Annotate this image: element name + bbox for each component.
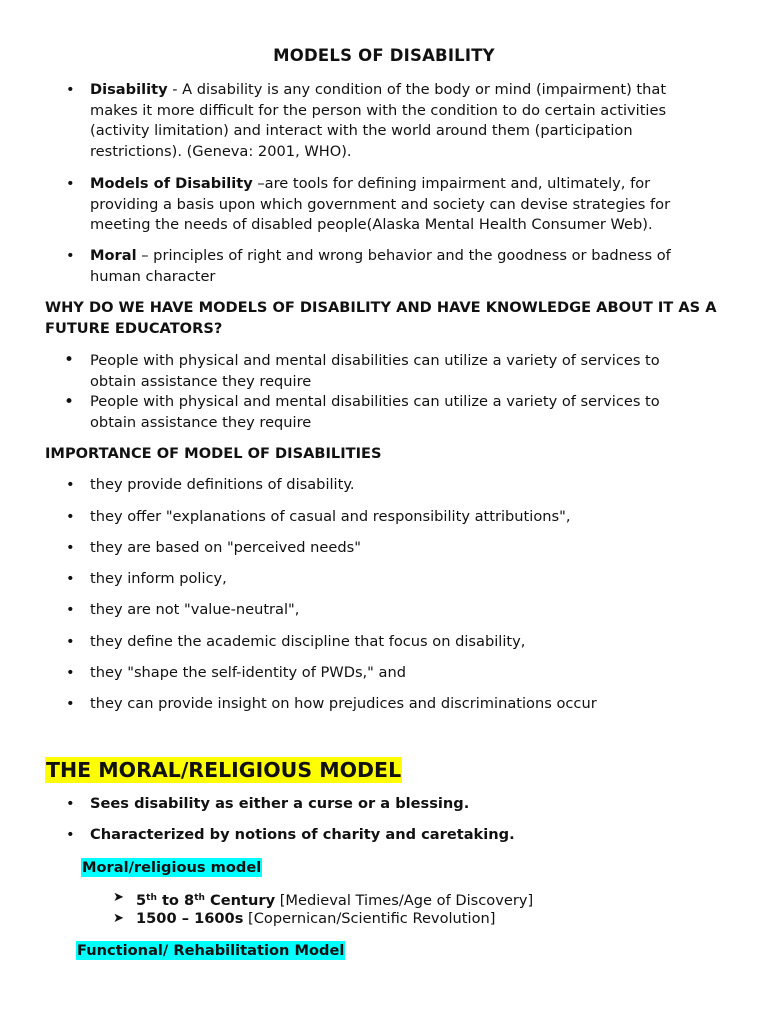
bullet-dot-icon: • (66, 247, 75, 264)
importance-item: they "shape the self-identity of PWDs," and (90, 664, 406, 681)
bullet-dot-icon: • (66, 508, 75, 525)
moral-sub-heading: Moral/religious model (82, 859, 262, 876)
importance-item: they are based on "perceived needs" (90, 539, 361, 556)
importance-item: they define the academic discipline that focus on disability, (90, 633, 526, 650)
definition-moral (90, 246, 700, 287)
why-item: People with physical and mental disabilities can utilize a variety of services to obtain assistance they require (90, 393, 660, 431)
functional-rehabilitation-heading: Functional/ Rehabilitation Model (77, 942, 345, 959)
importance-item: they inform policy, (90, 570, 227, 587)
document-title: MODELS OF DISABILITY (273, 46, 495, 65)
definition-text: - A disability is any condition of the body or mind (impairment) that makes it more difficult for the person with the condition to do certain activities (activity limitation) and interact with the world around them (participation restrictions). (Geneva: 2001, WHO). (90, 81, 667, 160)
bullet-dot-icon: • (64, 350, 75, 370)
bullet-dot-icon: • (66, 175, 75, 192)
definition-term: Moral (90, 247, 137, 264)
bullet-dot-icon: • (66, 601, 75, 618)
definition-disability (90, 80, 700, 162)
definition-models (90, 174, 700, 236)
moral-religious-heading: THE MORAL/RELIGIOUS MODEL (46, 758, 402, 782)
bullet-dot-icon: • (66, 695, 75, 712)
why-heading: WHY DO WE HAVE MODELS OF DISABILITY AND HAVE KNOWLEDGE ABOUT IT AS A FUTURE EDUCATORS? (45, 299, 717, 337)
bullet-dot-icon: • (66, 81, 75, 98)
definition-term: Models of Disability (90, 175, 253, 192)
importance-heading: IMPORTANCE OF MODEL OF DISABILITIES (45, 445, 382, 462)
bullet-dot-icon: • (66, 570, 75, 587)
arrowhead-icon: ➤ (113, 890, 124, 905)
bullet-dot-icon: • (66, 539, 75, 556)
bullet-dot-icon: • (66, 826, 75, 843)
bullet-dot-icon: • (66, 795, 75, 812)
definition-term: Disability (90, 81, 168, 98)
definition-text: –are tools for defining impairment and, ultimately, for providing a basis upon which government and society can devise strategies for meeting the needs of disabled people(Alaska Mental Health Consumer Web). (90, 175, 671, 234)
why-item: People with physical and mental disabilities can utilize a variety of services to obtain assistance they require (90, 352, 660, 390)
definition-text: – principles of right and wrong behavior and the goodness or badness of human character (90, 247, 671, 285)
importance-item: they are not "value-neutral", (90, 601, 300, 618)
arrowhead-icon: ➤ (113, 911, 124, 926)
importance-item: they offer "explanations of casual and responsibility attributions", (90, 508, 571, 525)
bullet-dot-icon: • (64, 392, 75, 412)
importance-item: they provide definitions of disability. (90, 476, 355, 493)
moral-item: Characterized by notions of charity and caretaking. (90, 826, 515, 843)
bullet-dot-icon: • (66, 664, 75, 681)
bullet-dot-icon: • (66, 633, 75, 650)
importance-item: they can provide insight on how prejudices and discriminations occur (90, 695, 597, 712)
era-item: 1500 – 1600s [Copernican/Scientific Revolution] (136, 910, 496, 927)
era-item: 5th to 8th Century [Medieval Times/Age of Discovery] (136, 892, 534, 909)
bullet-dot-icon: • (66, 476, 75, 493)
moral-item: Sees disability as either a curse or a blessing. (90, 795, 470, 812)
